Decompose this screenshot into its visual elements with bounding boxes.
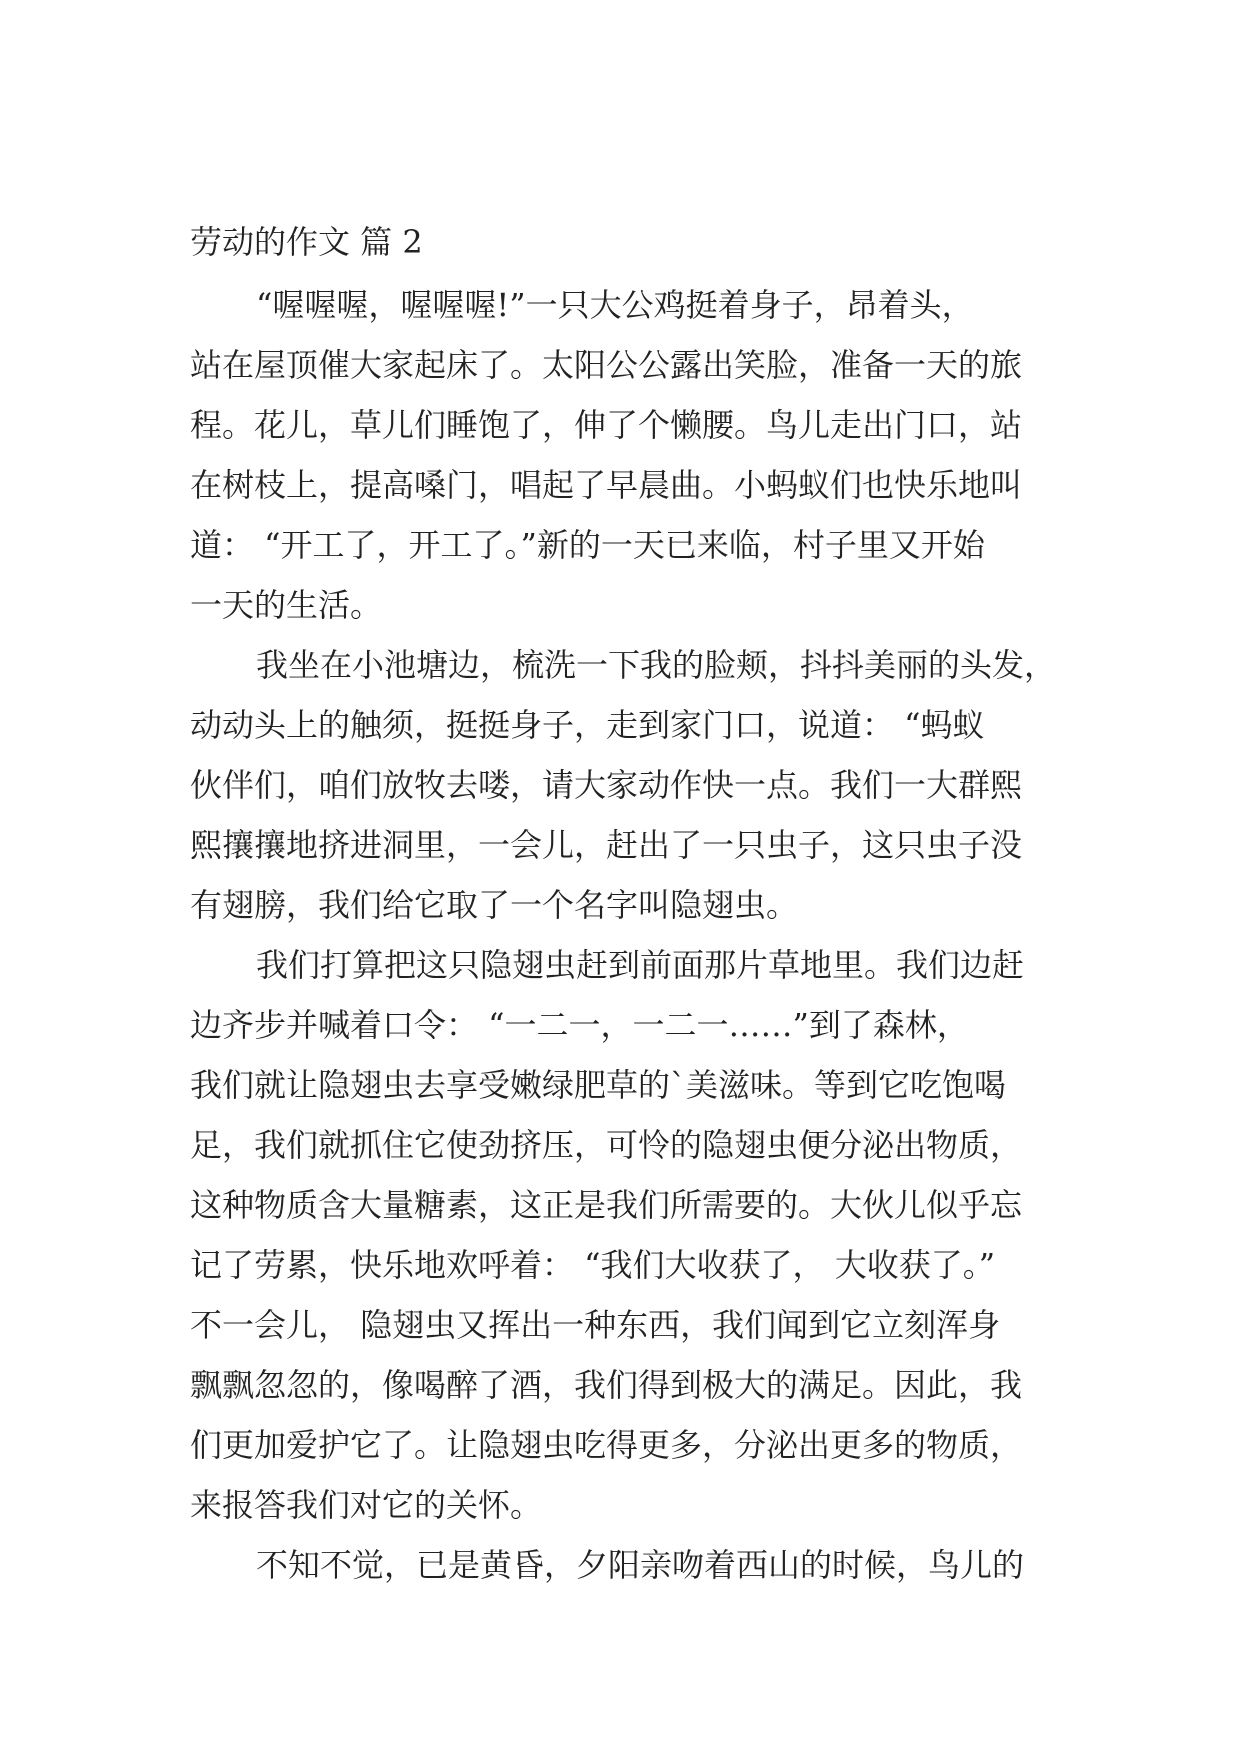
- text-line: 记了劳累，快乐地欢呼着： “我们大收获了， 大收获了。”: [190, 1246, 996, 1284]
- text-line: 伙伴们，咱们放牧去喽，请大家动作快一点。我们一大群熙: [190, 766, 1023, 804]
- text-line: 不一会儿， 隐翅虫又挥出一种东西，我们闻到它立刻浑身: [190, 1306, 1001, 1344]
- text-line: 足，我们就抓住它使劲挤压，可怜的隐翅虫便分泌出物质，: [190, 1126, 1023, 1164]
- text-line: 道： “开工了，开工了。”新的一天已来临，村子里又开始: [190, 526, 985, 564]
- text-line: 站在屋顶催大家起床了。太阳公公露出笑脸，准备一天的旅: [190, 346, 1023, 384]
- text-line: 不知不觉，已是黄昏，夕阳亲吻着西山的时候，鸟儿的: [256, 1546, 1025, 1584]
- text-line: 我坐在小池塘边，梳洗一下我的脸颊，抖抖美丽的头发，: [256, 646, 1057, 684]
- text-line: 动动头上的触须，挺挺身子，走到家门口，说道： “蚂蚁: [190, 706, 985, 744]
- text-line: 在树枝上，提高嗓门，唱起了早晨曲。小蚂蚁们也快乐地叫: [190, 466, 1023, 504]
- text-line: 飘飘忽忽的，像喝醉了酒，我们得到极大的满足。因此，我: [190, 1366, 1023, 1404]
- text-line: 边齐步并喊着口令： “一二一，一二一……”到了森林，: [190, 1006, 969, 1044]
- text-line: 这种物质含大量糖素，这正是我们所需要的。大伙儿似乎忘: [190, 1186, 1023, 1224]
- text-line: “喔喔喔，喔喔喔!”一只大公鸡挺着身子，昂着头，: [256, 286, 974, 324]
- document-title: 劳动的作文 篇 2: [190, 223, 423, 261]
- text-line: 有翅膀，我们给它取了一个名字叫隐翅虫。: [190, 886, 799, 924]
- text-line: 我们就让隐翅虫去享受嫩绿肥草的`美滋味。等到它吃饱喝: [190, 1066, 1007, 1104]
- text-line: 熙攘攘地挤进洞里，一会儿，赶出了一只虫子，这只虫子没: [190, 826, 1023, 864]
- text-line: 程。花儿，草儿们睡饱了，伸了个懒腰。鸟儿走出门口，站: [190, 406, 1023, 444]
- text-line: 们更加爱护它了。让隐翅虫吃得更多，分泌出更多的物质，: [190, 1426, 1023, 1464]
- text-line: 我们打算把这只隐翅虫赶到前面那片草地里。我们边赶: [256, 946, 1025, 984]
- text-line: 一天的生活。: [190, 586, 383, 624]
- text-line: 来报答我们对它的关怀。: [190, 1486, 543, 1524]
